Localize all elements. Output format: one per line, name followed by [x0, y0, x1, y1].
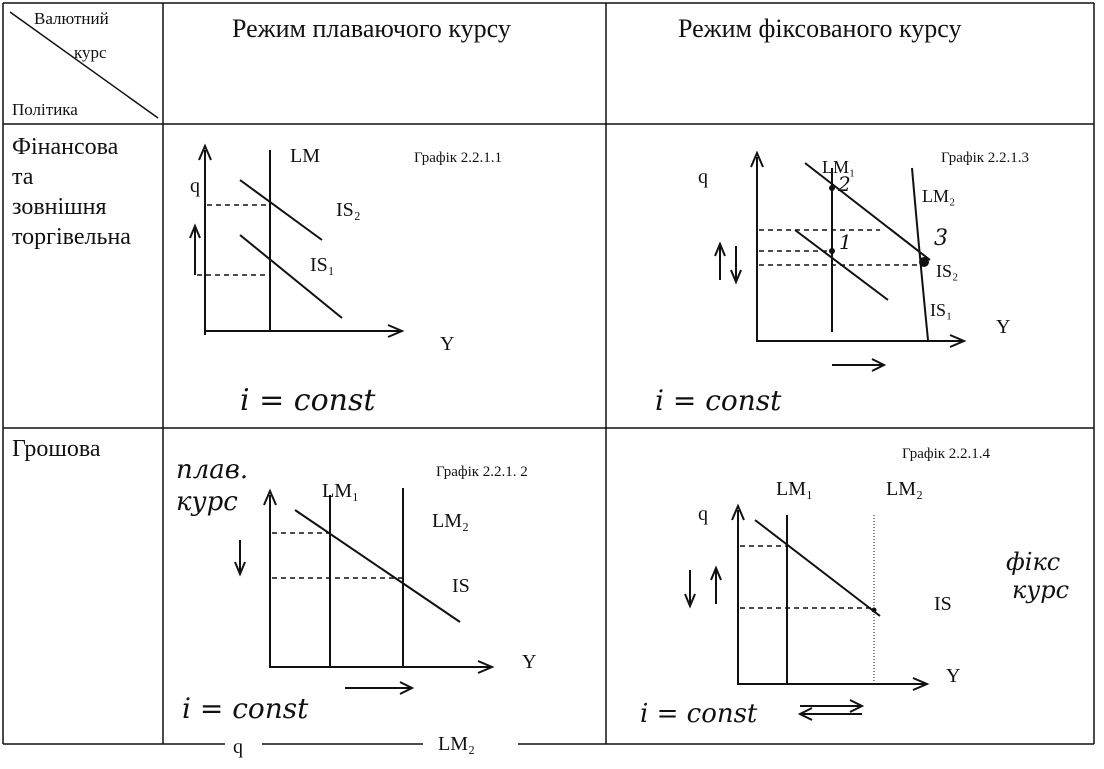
x-axis-label: Y [946, 665, 961, 687]
intersection-point [872, 608, 877, 613]
footer-q-label: q [233, 736, 243, 758]
point-2-label: 2 [838, 172, 851, 196]
row-label-line-1: Фінансова [12, 134, 119, 160]
is1-label: IS₁ [930, 300, 953, 320]
graph-title: Графік 2.2.1. 2 [436, 464, 528, 480]
lm2-label: LM₂ [886, 478, 923, 500]
x-axis-label: Y [996, 316, 1011, 338]
corner-rate-label: курс [74, 43, 107, 62]
row-label-line-2: та [12, 164, 34, 190]
floating-rate-header: Режим плаваючого курсу [232, 14, 511, 43]
graph-title: Графік 2.2.1.1 [414, 150, 503, 166]
y-axis-label: q [698, 166, 708, 188]
corner-currency-label: Валютний [34, 9, 109, 28]
lm1-label: LM₁ [776, 478, 813, 500]
handwritten-note: i = const [182, 692, 309, 725]
is2-label: IS₂ [936, 261, 959, 281]
lm2-label: LM₂ [922, 186, 956, 206]
margin-note-line-1: плав. [176, 455, 249, 485]
lm1-label: LM₁ [322, 480, 359, 502]
y-axis-label: q [190, 175, 200, 197]
is2-label: IS₂ [336, 199, 361, 221]
graph-title: Графік 2.2.1.4 [902, 446, 991, 462]
handwritten-note: i = const [640, 699, 758, 729]
x-axis-label: Y [522, 651, 537, 673]
lm2-label: LM₂ [432, 510, 469, 532]
lm1-label: LM₁ [822, 157, 856, 177]
footer-lm2-label: LM₂ [438, 733, 475, 755]
graph-title: Графік 2.2.1.3 [941, 150, 1030, 166]
y-axis-label: q [698, 503, 708, 525]
handwritten-note: i = const [240, 383, 376, 418]
margin-note-line-2: курс [176, 487, 238, 517]
corner-policy-label: Політика [12, 100, 78, 119]
point-1-label: 1 [839, 230, 852, 254]
fixed-rate-header: Режим фіксованого курсу [678, 14, 962, 43]
handwritten-note: i = const [655, 384, 782, 417]
is-label: IS [452, 575, 470, 597]
point-3-label: 3 [934, 226, 948, 251]
is-curve [755, 520, 880, 616]
x-axis-label: Y [440, 333, 455, 355]
is-label: IS [934, 593, 952, 615]
is1-label: IS₁ [310, 254, 335, 276]
margin-note-line-1: фікс [1006, 548, 1061, 576]
row-label-line-3: зовнішня [12, 194, 107, 220]
row-label-line-4: торгівельна [12, 224, 131, 250]
monetary-policy-label: Грошова [12, 436, 101, 462]
margin-note-line-2: курс [1012, 576, 1070, 604]
lm-label: LM [290, 145, 320, 167]
